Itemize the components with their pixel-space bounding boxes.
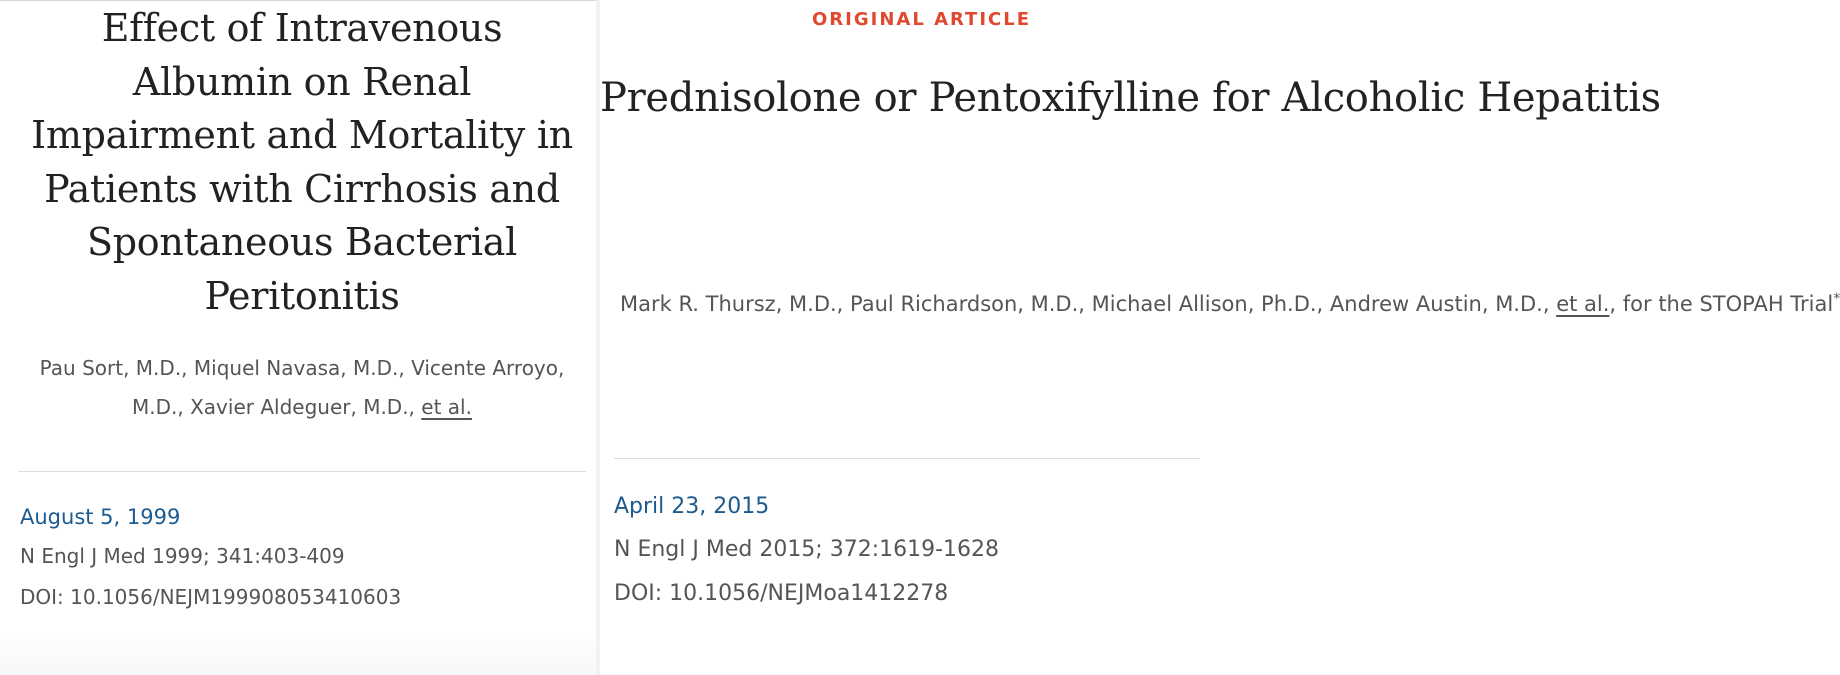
article-title: Effect of Intravenous Albumin on Renal Impairment and Mortality in Patients with Cirrhosis and Spontaneous Bacterial Peritonitis <box>31 6 573 318</box>
et-al-link[interactable]: et al. <box>1556 292 1610 316</box>
right-article-panel <box>600 0 1840 675</box>
article-type-label: ORIGINAL ARTICLE <box>812 9 1031 30</box>
publication-date: April 23, 2015 <box>614 494 770 519</box>
journal-citation: N Engl J Med 2015; 372:1619-1628 <box>614 537 1000 562</box>
author-list <box>620 278 1840 326</box>
footnote-marker[interactable]: * <box>1833 291 1840 307</box>
left-article-panel <box>0 0 596 675</box>
et-al-link[interactable]: et al. <box>421 395 472 419</box>
journal-citation: N Engl J Med 1999; 341:403-409 <box>20 544 345 568</box>
author-names: Mark R. Thursz, M.D., Paul Richardson, M.D., Michael Allison, Ph.D., Andrew Austin, M.D., <box>620 292 1550 316</box>
publication-date: August 5, 1999 <box>20 505 181 529</box>
author-list <box>30 349 574 427</box>
author-names: Pau Sort, M.D., Miquel Navasa, M.D., Vicente Arroyo, M.D., Xavier Aldeguer, M.D., <box>39 356 565 419</box>
section-divider <box>18 471 586 472</box>
doi: DOI: 10.1056/NEJM199908053410603 <box>20 585 402 609</box>
top-divider <box>0 0 596 1</box>
trial-group: , for the STOPAH Trial <box>1609 292 1834 316</box>
article-title: Prednisolone or Pentoxifylline for Alcoholic Hepatitis <box>600 75 1661 121</box>
section-divider <box>614 458 1200 459</box>
bottom-fade <box>0 630 596 675</box>
doi: DOI: 10.1056/NEJMoa1412278 <box>614 581 949 606</box>
